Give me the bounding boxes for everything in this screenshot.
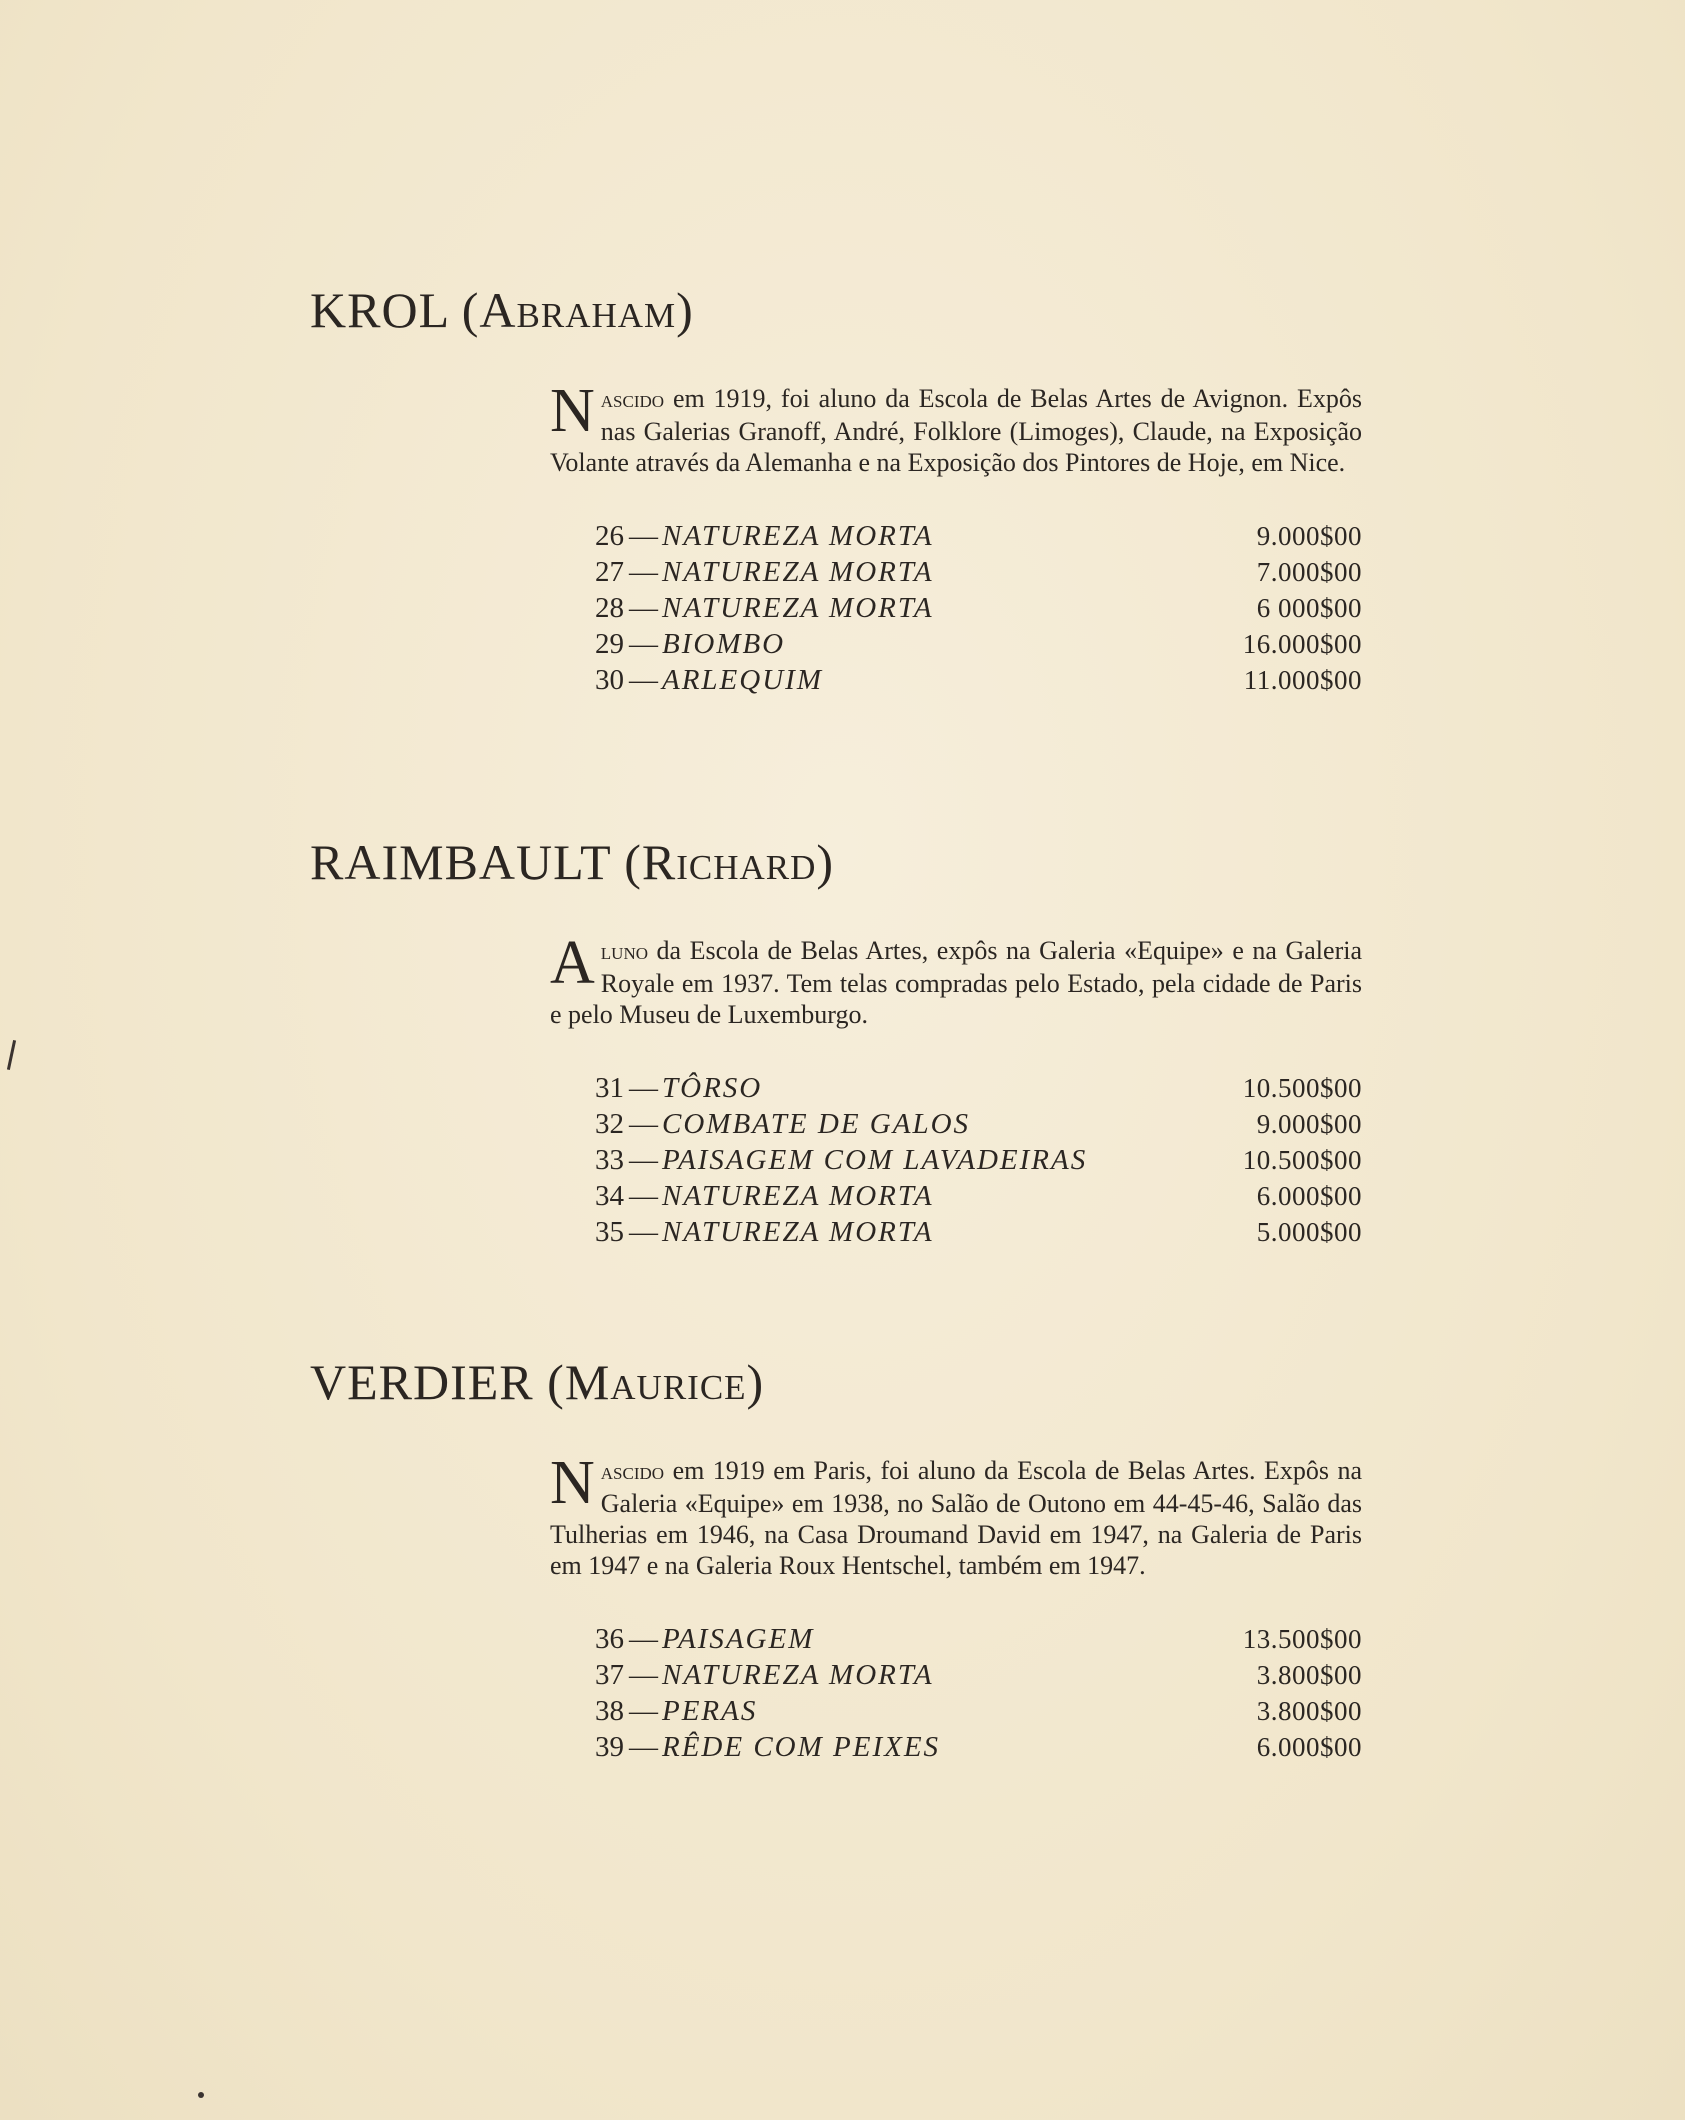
- artist-section-raimbault: [310, 834, 1362, 1250]
- work-number: 28: [595, 592, 624, 624]
- work-row: 26 — NATUREZA MORTA 9.000$00: [595, 520, 1362, 552]
- work-number: 37: [595, 1659, 624, 1691]
- bio-text: em 1919 em Paris, foi aluno da Escola de Belas Artes. Expôs na Galeria «Equipe» em 1938, no Salão de Outono em 44-45-46, Salão das Tulherias em 1946, na Casa Droumand David em 1947, na Galeria de Paris em 1947 e na Galeria Roux Hentschel, também em 1947.: [550, 1456, 1363, 1580]
- work-row: 33 — PAISAGEM COM LAVADEIRAS 10.500$00: [595, 1144, 1362, 1176]
- artist-heading: VERDIER (Maurice): [310, 1354, 765, 1410]
- work-number: 27: [595, 556, 624, 588]
- work-number: 39: [595, 1731, 624, 1763]
- work-price: 9.000$00: [1256, 1109, 1362, 1139]
- works-list: [595, 1070, 1362, 1250]
- artist-surname: VERDIER: [310, 1354, 534, 1410]
- work-row: 31 — TÔRSO 10.500$00: [595, 1072, 1362, 1104]
- work-price: 7.000$00: [1256, 557, 1362, 587]
- work-title: NATUREZA MORTA: [662, 1216, 934, 1248]
- work-title: NATUREZA MORTA: [662, 556, 934, 588]
- work-row: 32 — COMBATE DE GALOS 9.000$00: [595, 1108, 1362, 1140]
- bio-text: em 1919, foi aluno da Escola de Belas Artes de Avignon. Expôs nas Galerias Granoff, André, Folklore (Limoges), Claude, na Exposição Volante através da Alemanha e na Exposição dos Pintores de Hoje, em Nice.: [550, 384, 1362, 477]
- work-row: 38 — PERAS 3.800$00: [595, 1695, 1362, 1727]
- artist-biography: [550, 1449, 1363, 1581]
- artist-surname: RAIMBAULT: [310, 834, 611, 890]
- work-number: 34: [595, 1180, 624, 1212]
- artist-heading: KROL (Abraham): [310, 282, 694, 338]
- work-price: 5.000$00: [1256, 1217, 1362, 1247]
- work-row: 30 — ARLEQUIM 11.000$00: [595, 664, 1362, 696]
- work-title: NATUREZA MORTA: [662, 1659, 934, 1691]
- artist-section-krol: [310, 282, 1362, 698]
- work-price: 6.000$00: [1256, 1181, 1362, 1211]
- bio-text: da Escola de Belas Artes, expôs na Galeria «Equipe» e na Galeria Royale em 1937. Tem telas compradas pelo Estado, pela cidade de Paris e pelo Museu de Luxemburgo.: [550, 936, 1362, 1029]
- work-number: 32: [595, 1108, 624, 1140]
- works-list: [595, 518, 1362, 698]
- work-title: ARLEQUIM: [662, 664, 823, 696]
- work-row: 28 — NATUREZA MORTA 6 000$00: [595, 592, 1362, 624]
- work-price: 10.500$00: [1242, 1073, 1362, 1103]
- work-title: NATUREZA MORTA: [662, 1180, 934, 1212]
- work-title: NATUREZA MORTA: [662, 520, 934, 552]
- work-price: 11.000$00: [1243, 665, 1362, 695]
- work-price: 13.500$00: [1242, 1624, 1362, 1654]
- work-number: 30: [595, 664, 624, 696]
- work-title: BIOMBO: [662, 628, 786, 660]
- work-row: 39 — RÊDE COM PEIXES 6.000$00: [595, 1731, 1362, 1763]
- work-title: TÔRSO: [662, 1072, 763, 1104]
- work-number: 33: [595, 1144, 624, 1176]
- work-row: 29 — BIOMBO 16.000$00: [595, 628, 1362, 660]
- artist-surname: KROL: [310, 282, 449, 338]
- artist-first-name: Abraham: [479, 282, 677, 338]
- works-list: [595, 1621, 1362, 1765]
- work-title: PAISAGEM COM LAVADEIRAS: [662, 1144, 1088, 1176]
- work-row: 37 — NATUREZA MORTA 3.800$00: [595, 1659, 1362, 1691]
- work-title: PERAS: [662, 1695, 758, 1727]
- work-title: RÊDE COM PEIXES: [662, 1731, 941, 1763]
- work-number: 36: [595, 1623, 624, 1655]
- artist-biography: [550, 929, 1362, 1030]
- bio-lead-word: ascido: [600, 1459, 665, 1485]
- work-title: NATUREZA MORTA: [662, 592, 934, 624]
- work-price: 9.000$00: [1256, 521, 1362, 551]
- work-title: COMBATE DE GALOS: [662, 1108, 971, 1140]
- bio-lead-word: ascido: [600, 387, 665, 413]
- work-row: 34 — NATUREZA MORTA 6.000$00: [595, 1180, 1362, 1212]
- bio-lead-word: luno: [600, 939, 648, 965]
- work-row: 27 — NATUREZA MORTA 7.000$00: [595, 556, 1362, 588]
- artist-section-verdier: [310, 1354, 1363, 1765]
- drop-cap: A: [550, 929, 595, 997]
- work-price: 16.000$00: [1242, 629, 1362, 659]
- work-number: 26: [595, 520, 624, 552]
- work-title: PAISAGEM: [662, 1623, 815, 1655]
- artist-biography: [550, 377, 1362, 478]
- work-number: 31: [595, 1072, 624, 1104]
- work-price: 6.000$00: [1256, 1732, 1362, 1762]
- work-number: 38: [595, 1695, 624, 1727]
- work-row: 36 — PAISAGEM 13.500$00: [595, 1623, 1362, 1655]
- work-price: 6 000$00: [1256, 593, 1362, 623]
- drop-cap: N: [550, 377, 595, 445]
- drop-cap: N: [550, 1449, 595, 1517]
- work-row: 35 — NATUREZA MORTA 5.000$00: [595, 1216, 1362, 1248]
- ink-speck: [198, 2092, 204, 2098]
- work-price: 3.800$00: [1256, 1660, 1362, 1690]
- artist-first-name: Maurice: [564, 1354, 747, 1410]
- work-number: 35: [595, 1216, 624, 1248]
- work-price: 3.800$00: [1256, 1696, 1362, 1726]
- work-price: 10.500$00: [1242, 1145, 1362, 1175]
- artist-first-name: Richard: [641, 834, 817, 890]
- ink-mark: [7, 1040, 16, 1070]
- artist-heading: RAIMBAULT (Richard): [310, 834, 835, 890]
- work-number: 29: [595, 628, 624, 660]
